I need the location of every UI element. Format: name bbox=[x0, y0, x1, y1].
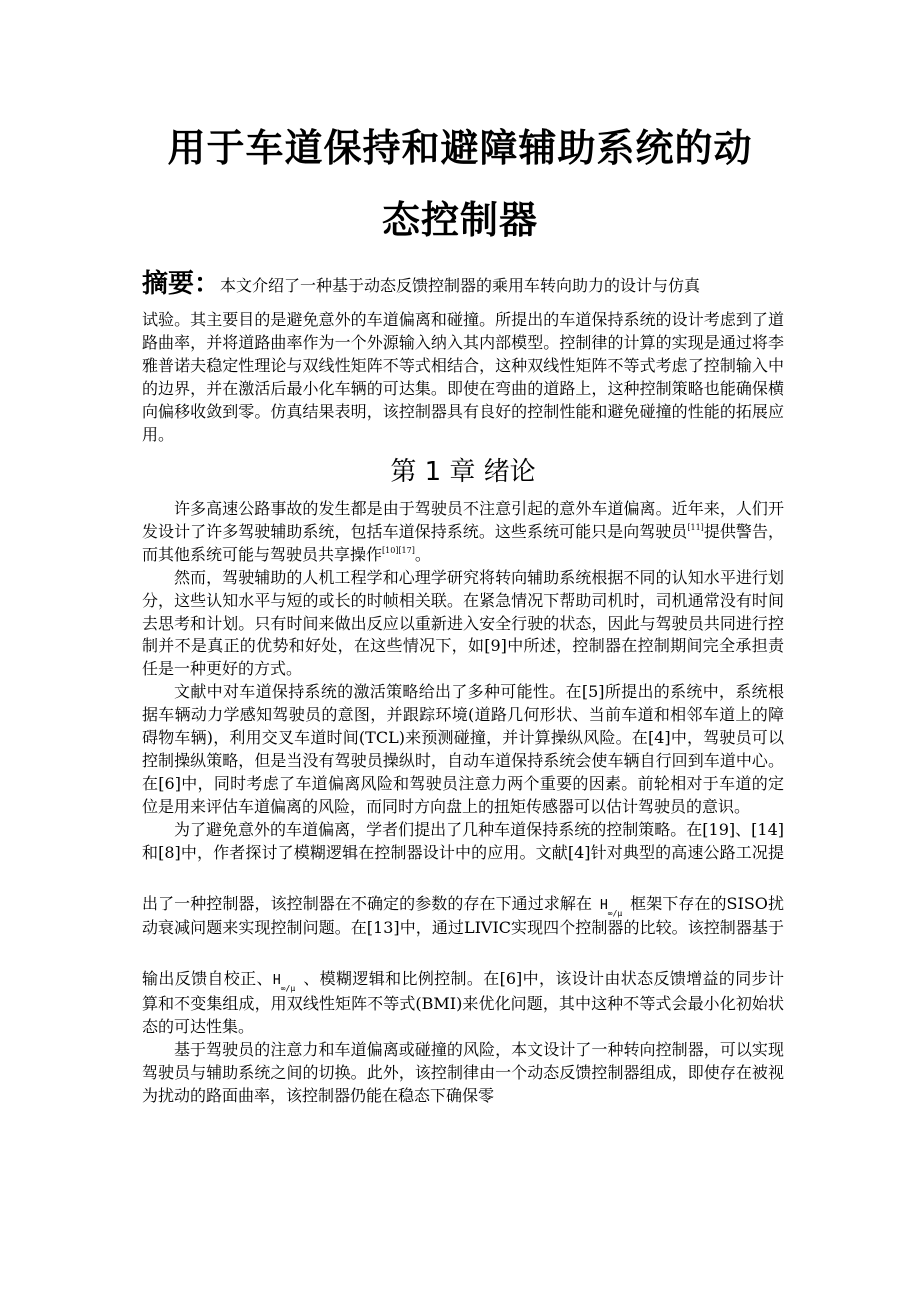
paragraph-3: 文献中对车道保持系统的激活策略给出了多种可能性。在[5]所提出的系统中，系统根据车辆动力学感知驾驶员的意图，并跟踪环境(道路几何形状、当前车道和相邻车道上的障碍物车辆)，利用交叉车道时间(TCL)来预测碰撞，并计算操纵风险。在[4]中，驾驶员可以控制操纵策略，但是当没有驾驶员操纵时，自动车道保持系统会使车辆自行回到车道中心。在[6]中，同时考虑了车道偏离风险和驾驶员注意力两个重要的因素。前轮相对于车道的定位是用来评估车道偏离的风险，而同时方向盘上的扭矩传感器可以估计驾驶员的意识。 bbox=[142, 682, 784, 816]
h-infinity-symbol: $H_{\infty/\mu}$ bbox=[272, 973, 296, 994]
paper-title-line-1: 用于车道保持和避障辅助系统的动 bbox=[167, 126, 753, 170]
body-text bbox=[142, 498, 784, 1108]
abstract-text-start: 本文介绍了一种基于动态反馈控制器的乘用车转向助力的设计与仿真 bbox=[220, 276, 701, 295]
paragraph-4 bbox=[142, 819, 784, 1039]
abstract-section bbox=[142, 266, 784, 446]
paragraph-1-text-a: 许多高速公路事故的发生都是由于驾驶员不注意引起的意外车道偏离。近年来，人们开发设计了许多驾驶辅助系统，包括车道保持系统。这些系统可能只是向驾驶员 bbox=[142, 499, 784, 541]
paragraph-4-text-b: 框架下存在的SISO扰动衰减问题来实现控制问题。在[13]中，通过LIVIC实现四个控制器的比较。该控制器基于输出反馈自校正、 bbox=[142, 893, 784, 989]
abstract-first-line bbox=[142, 266, 784, 302]
paragraph-2: 然而，驾驶辅助的人机工程学和心理学研究将转向辅助系统根据不同的认知水平进行划分，这些认知水平与短的或长的时帧相关联。在紧急情况下帮助司机时，司机通常没有时间去思考和计划。只有时间来做出反应以重新进入安全行驶的状态，因此与驾驶员共同进行控制并不是真正的优势和好处，在这些情况下，如[9]中所述，控制器在控制期间完全承担责任是一种更好的方式。 bbox=[142, 567, 784, 679]
abstract-label: 摘要： bbox=[142, 269, 221, 299]
paragraph-4-text-c: 、模糊逻辑和比例控制。在[6]中，该设计由状态反馈增益的同步计算和不变集组成，用双线性矩阵不等式(BMI)来优化问题，其中这种不等式会最小化初始状态的可达性集。 bbox=[142, 969, 784, 1037]
paper-title-line-2: 态控制器 bbox=[381, 198, 538, 242]
abstract-text: 试验。其主要目的是避免意外的车道偏离和碰撞。所提出的车道保持系统的设计考虑到了道路曲率，并将道路曲率作为一个外源输入纳入其内部模型。控制律的计算的实现是通过将李雅普诺夫稳定性理论与双线性矩阵不等式相结合，这种双线性矩阵不等式考虑了控制输入中的边界，并在激活后最小化车辆的可达集。即使在弯曲的道路上，这种控制策略也能确保横向偏移收敛到零。仿真结果表明，该控制器具有良好的控制性能和避免碰撞的性能的拓展应用。 bbox=[142, 310, 784, 444]
paragraph-5: 基于驾驶员的注意力和车道偏离或碰撞的风险，本文设计了一种转向控制器，可以实现驾驶员与辅助系统之间的切换。此外，该控制律由一个动态反馈控制器组成，即使存在被视为扰动的路面曲率，该控制器仍能在稳态下确保零 bbox=[142, 1040, 784, 1105]
paragraph-1-text-b: 提供警告，而其他系统可能与驾驶员共享操作 bbox=[142, 521, 784, 564]
paragraph-4-text-a: 为了避免意外的车道偏离，学者们提出了几种车道保持系统的控制策略。在[19]、[14]和[8]中，作者探讨了模糊逻辑在控制器设计中的应用。文献[4]针对典型的高速公路工况提出了一种控制器，该控制器在不确定的参数的存在下通过求解在 bbox=[142, 819, 784, 913]
paragraph-1 bbox=[142, 498, 784, 567]
chapter-heading: 第 1 章 绪论 bbox=[390, 457, 536, 487]
paragraph-1-text-c: 。 bbox=[414, 544, 431, 564]
h-infinity-symbol: $H_{\infty/\mu}$ bbox=[599, 897, 623, 918]
citation-ref: [10][17] bbox=[382, 545, 415, 555]
citation-ref: [11] bbox=[687, 522, 704, 532]
